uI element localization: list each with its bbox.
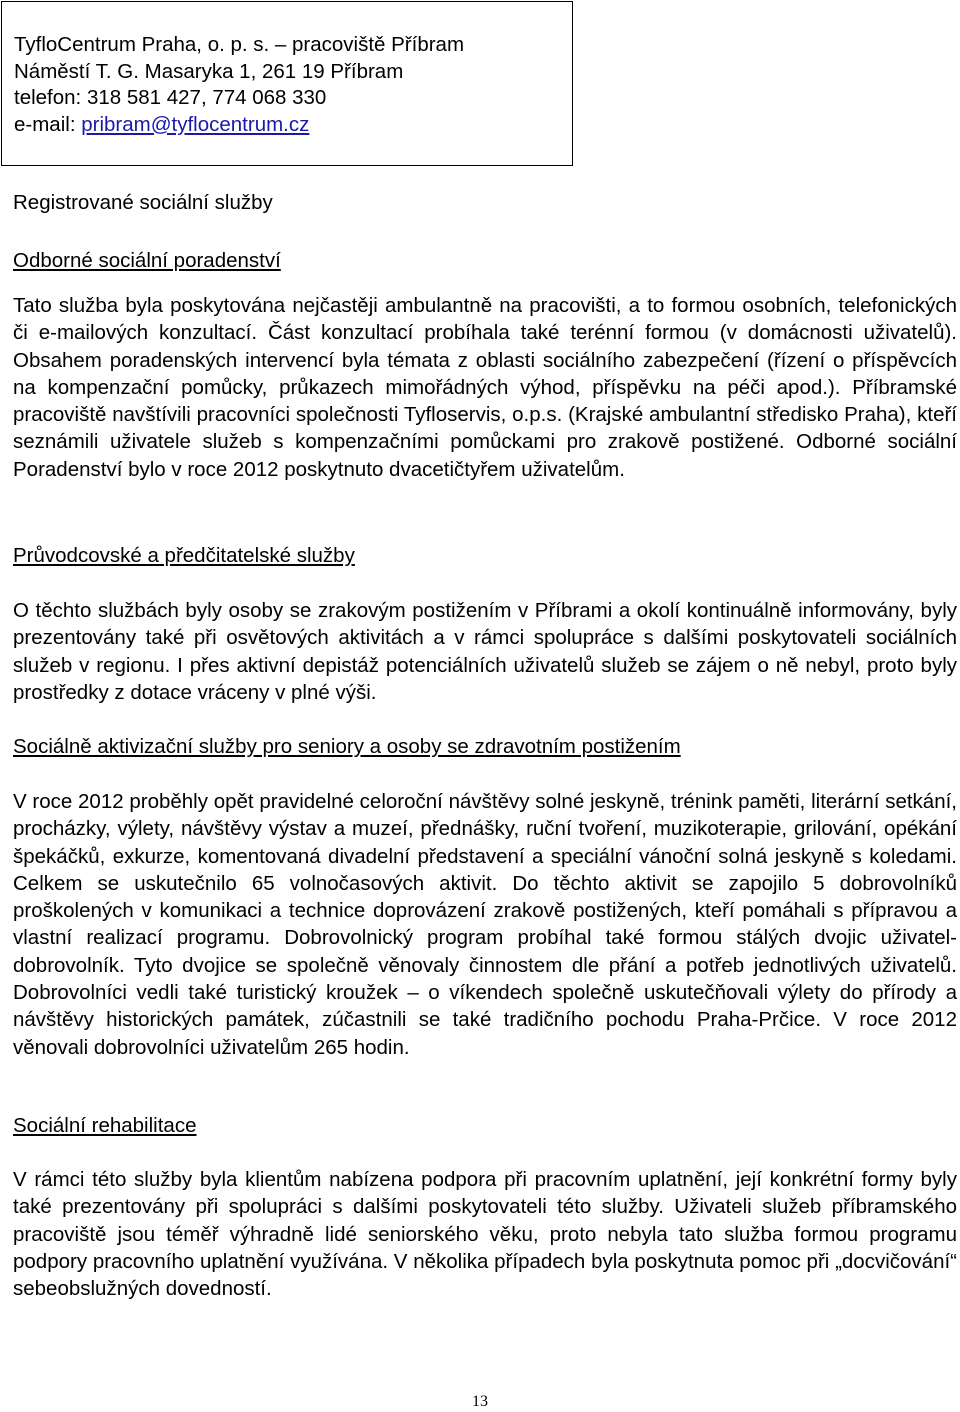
section-body-activation-services: V roce 2012 proběhly opět pravidelné celoroční návštěvy solné jeskyně, trénink paměti, literární setkání, procházky, výlety, návštěvy výstav a muzeí, přednášky, ruční tvoření, muzikoterapie, grilování, opékání špekáčků, exkurze, komentovaná divadelní představení a speciální vánoční solná jeskyně s koledami. Celkem se uskutečnilo 65 volnočasových aktivit. Do těchto aktivit se zapojilo 5 dobrovolníků proškolených v komunikaci a technice doprovázení zrakově postižených, kteří pomáhali s přípravou a vlastní realizací programu. Dobrovolnický program probíhal také formou stálých dvojic uživatel-dobrovolník. Tyto dvojice se společně věnovaly činnostem dle přání a potřeb jednotlivých uživatelů. Dobrovolníci vedli také turistický kroužek – o víkendech společně uskutečňovali výlety do přírody a návštěvy historických památek, zúčastnili se také tradičního pochodu Praha-Prčice. V roce 2012 věnovali dobrovolníci uživatelům 265 hodin.: [13, 790, 957, 1059]
section-title-rehabilitation: Sociální rehabilitace: [13, 1114, 197, 1137]
section-body-counseling: Tato služba byla poskytována nejčastěji ambulantně na pracovišti, a to formou osobních, telefonických či e-mailových konzultací. Část konzultací probíhala také terénní formou (v domácnosti uživatelů). Obsahem poradenských intervencí byla témata z oblasti sociálního zabezpečení (řízení o příspěvcích na kompenzační pomůcky, průkazech mimořádných výhod, příspěvku na péči apod.). Příbramské pracoviště navštívili pracovníci společnosti Tyfloservis, o.p.s. (Krajské ambulantní středisko Praha), kteří seznámili uživatele služeb s kompenzačními pomůckami pro zrakově postižené. Odborné sociální Poradenství bylo v roce 2012 poskytnuto dvacetičtyřem uživatelům.: [13, 294, 957, 481]
contact-address: Náměstí T. G. Masaryka 1, 261 19 Příbram: [14, 59, 404, 83]
contact-email-label: e-mail:: [14, 112, 82, 136]
section-body-rehabilitation: V rámci této služby byla klientům nabízena podpora při pracovním uplatnění, její konkrétní formy byly také prezentovány při spolupráci s dalšími poskytovateli této služby. Uživateli služeb příbramského pracoviště jsou téměř výhradně lidé seniorského věku, proto nebyla tato služba formou programu podpory pracovního uplatnění využívána. V několika případech byla poskytnuta pomoc při „docvičování“ sebeobslužných dovedností.: [13, 1168, 957, 1301]
contact-email-row: [14, 112, 572, 139]
contact-email-link[interactable]: pribram@tyflocentrum.cz: [81, 112, 310, 136]
main-heading: Registrované sociální služby: [13, 191, 273, 214]
contact-phone: telefon: 318 581 427, 774 068 330: [14, 86, 327, 109]
contact-organization: TyfloCentrum Praha, o. p. s. – pracoviště Příbram: [14, 33, 465, 56]
section-title-guide-services: Průvodcovské a předčitatelské služby: [13, 544, 355, 567]
contact-box: [1, 1, 573, 166]
section-title-activation-services: Sociálně aktivizační služby pro seniory a osoby se zdravotním postižením: [13, 735, 681, 758]
page-number: 13: [472, 1393, 488, 1410]
section-body-guide-services: O těchto službách byly osoby se zrakovým postižením v Příbrami a okolí kontinuálně informovány, byly prezentovány také při osvětových aktivitách a v rámci spolupráce s dalšími poskytovateli sociálních služeb v regionu. I přes aktivní depistáž potenciálních uživatelů služeb se zájem o ně nebyl, proto byly prostředky z dotace vráceny v plné výši.: [13, 599, 957, 704]
section-title-counseling: Odborné sociální poradenství: [13, 249, 281, 272]
